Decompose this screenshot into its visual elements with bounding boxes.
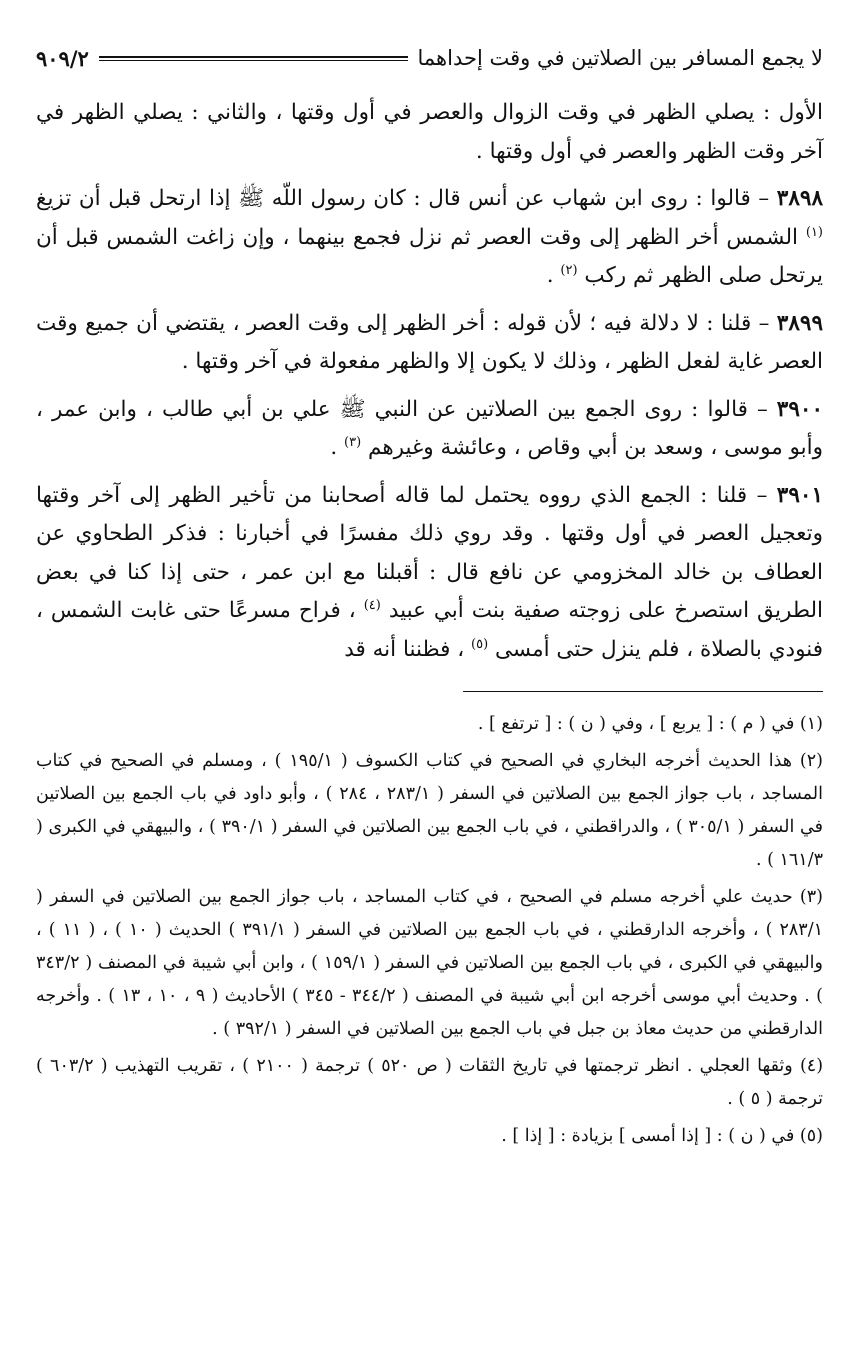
paragraph-text: ، فراح مسرعًا حتى غابت الشمس ، فنودي بالصلاة ، فلم ينزل حتى أمسى xyxy=(36,598,823,662)
paragraph xyxy=(36,477,823,670)
footnote: (١) في ( م ) : [ يربع ] ، وفي ( ن ) : [ ترتفع ] . xyxy=(477,714,823,734)
paragraph-text: . xyxy=(330,435,338,460)
footnote-ref[interactable]: (٤) xyxy=(363,597,381,613)
issue-number: ٣٨٩٩ xyxy=(776,310,823,336)
footnote-ref[interactable]: (١) xyxy=(805,224,823,240)
issue-number: ٣٩٠٠ xyxy=(776,396,823,422)
main-text xyxy=(36,94,823,669)
footnote: (٢) هذا الحديث أخرجه البخاري في الصحيح في كتاب الكسوف ( ١٩٥/١ ) ، ومسلم في الصحيح في كتاب المساجد ، باب جواز الجمع بين الصلاتين في السفر ( ٢٨٣/١ ، ٢٨٤ ) ، وأبو داود في باب الجمع بين الصلاتين في السفر ( ٣٠٥/١ ) ، والدراقطني ، في باب الجمع بين الصلاتين في السفر ( ٣٩٠/١ ) ، والبيهقي في الكبرى ( ١٦١/٣ ) . xyxy=(36,751,824,870)
book-page xyxy=(36,36,823,1326)
running-header xyxy=(36,36,823,80)
paragraph-text: – قلنا : لا دلالة فيه ؛ لأن قوله : أخر الظهر إلى وقت العصر ، يقتضي أن جميع وقت العصر غاية لفعل الظهر ، وذلك لا يكون إلا والظهر مفعولة في آخر وقتها . xyxy=(36,310,823,374)
paragraph-text: الشمس أخر الظهر إلى وقت العصر ثم نزل فجمع بينهما ، وإن زاغت الشمس قبل أن يرتحل صلى الظهر ثم ركب xyxy=(36,224,823,288)
paragraph xyxy=(36,180,823,296)
footnotes xyxy=(36,708,823,1153)
paragraph xyxy=(36,94,823,171)
issue-number: ٣٨٩٨ xyxy=(776,186,823,211)
issue-number: ٣٩٠١ xyxy=(776,482,823,508)
footnote-ref[interactable]: (٥) xyxy=(471,636,489,652)
header-rule xyxy=(99,56,408,61)
running-title: لا يجمع المسافر بين الصلاتين في وقت إحداهما xyxy=(417,46,823,70)
page-number: ٩٠٩/٢ xyxy=(36,45,89,71)
paragraph-text: – قلنا : الجمع الذي رووه يحتمل لما قاله أصحابنا من تأخير الظهر إلى آخر وقتها وتعجيل العصر في أول وقتها . وقد روي ذلك مفسرًا في أخبارنا : فذكر الطحاوي عن العطاف بن خالد المخزومي عن نافع قال : أقبلنا مع ابن عمر ، حتى إذا كنا في بعض الطريق استصرخ على زوجته صفية بنت أبي عبيد xyxy=(36,482,823,623)
paragraph-text: الأول : يصلي الظهر في وقت الزوال والعصر في أول وقتها ، والثاني : يصلي الظهر في آخر وقت الظهر والعصر في أول وقتها . xyxy=(36,100,823,164)
footnote-ref[interactable]: (٢) xyxy=(560,262,578,278)
paragraph-text: . xyxy=(546,263,554,288)
footnote: (٥) في ( ن ) : [ إذا أمسى ] بزيادة : [ إذا ] . xyxy=(501,1126,823,1146)
paragraph xyxy=(36,391,823,468)
paragraph-text: – قالوا : روى ابن شهاب عن أنس قال : كان رسول اللّه ﷺ إذا ارتحل قبل أن تزيغ xyxy=(36,186,770,211)
footnote: (٣) حديث علي أخرجه مسلم في الصحيح ، في كتاب المساجد ، باب جواز الجمع بين الصلاتين في السفر ( ٢٨٣/١ ) ، وأخرجه الدارقطني ، في باب الجمع بين الصلاتين في السفر ( ٣٩١/١ ) الحديث ( ١٠ ) ، ( ١١ ) ، والبيهقي في الكبرى ، في باب الجمع بين الصلاتين في السفر ( ١٥٩/١ ) ، وابن أبي شيبة في المصنف ( ٣٤٣/٢ ) . وحديث أبي موسى أخرجه ابن أبي شيبة في المصنف ( ٣٤٤/٢ - ٣٤٥ ) الأحاديث ( ٩ ، ١٠ ، ١٣ ) . وأخرجه الدارقطني من حديث معاذ بن جبل في باب الجمع بين الصلاتين في السفر ( ٣٩٢/١ ) . xyxy=(36,887,823,1039)
paragraph-text: – قالوا : روى الجمع بين الصلاتين عن النبي ﷺ علي بن أبي طالب ، وابن عمر ، وأبو موسى ، وسعد بن أبي وقاص ، وعائشة وغيرهم xyxy=(36,396,823,460)
paragraph xyxy=(36,305,823,382)
footnote: (٤) وثقها العجلي . انظر ترجمتها في تاريخ الثقات ( ص ٥٢٠ ) ترجمة ( ٢١٠٠ ) ، تقريب التهذيب ( ٦٠٣/٢ ) ترجمة ( ٥ ) . xyxy=(36,1056,824,1109)
footnote-separator xyxy=(463,691,823,692)
footnote-ref[interactable]: (٣) xyxy=(344,434,362,450)
paragraph-text: ، فظننا أنه قد xyxy=(344,636,465,662)
